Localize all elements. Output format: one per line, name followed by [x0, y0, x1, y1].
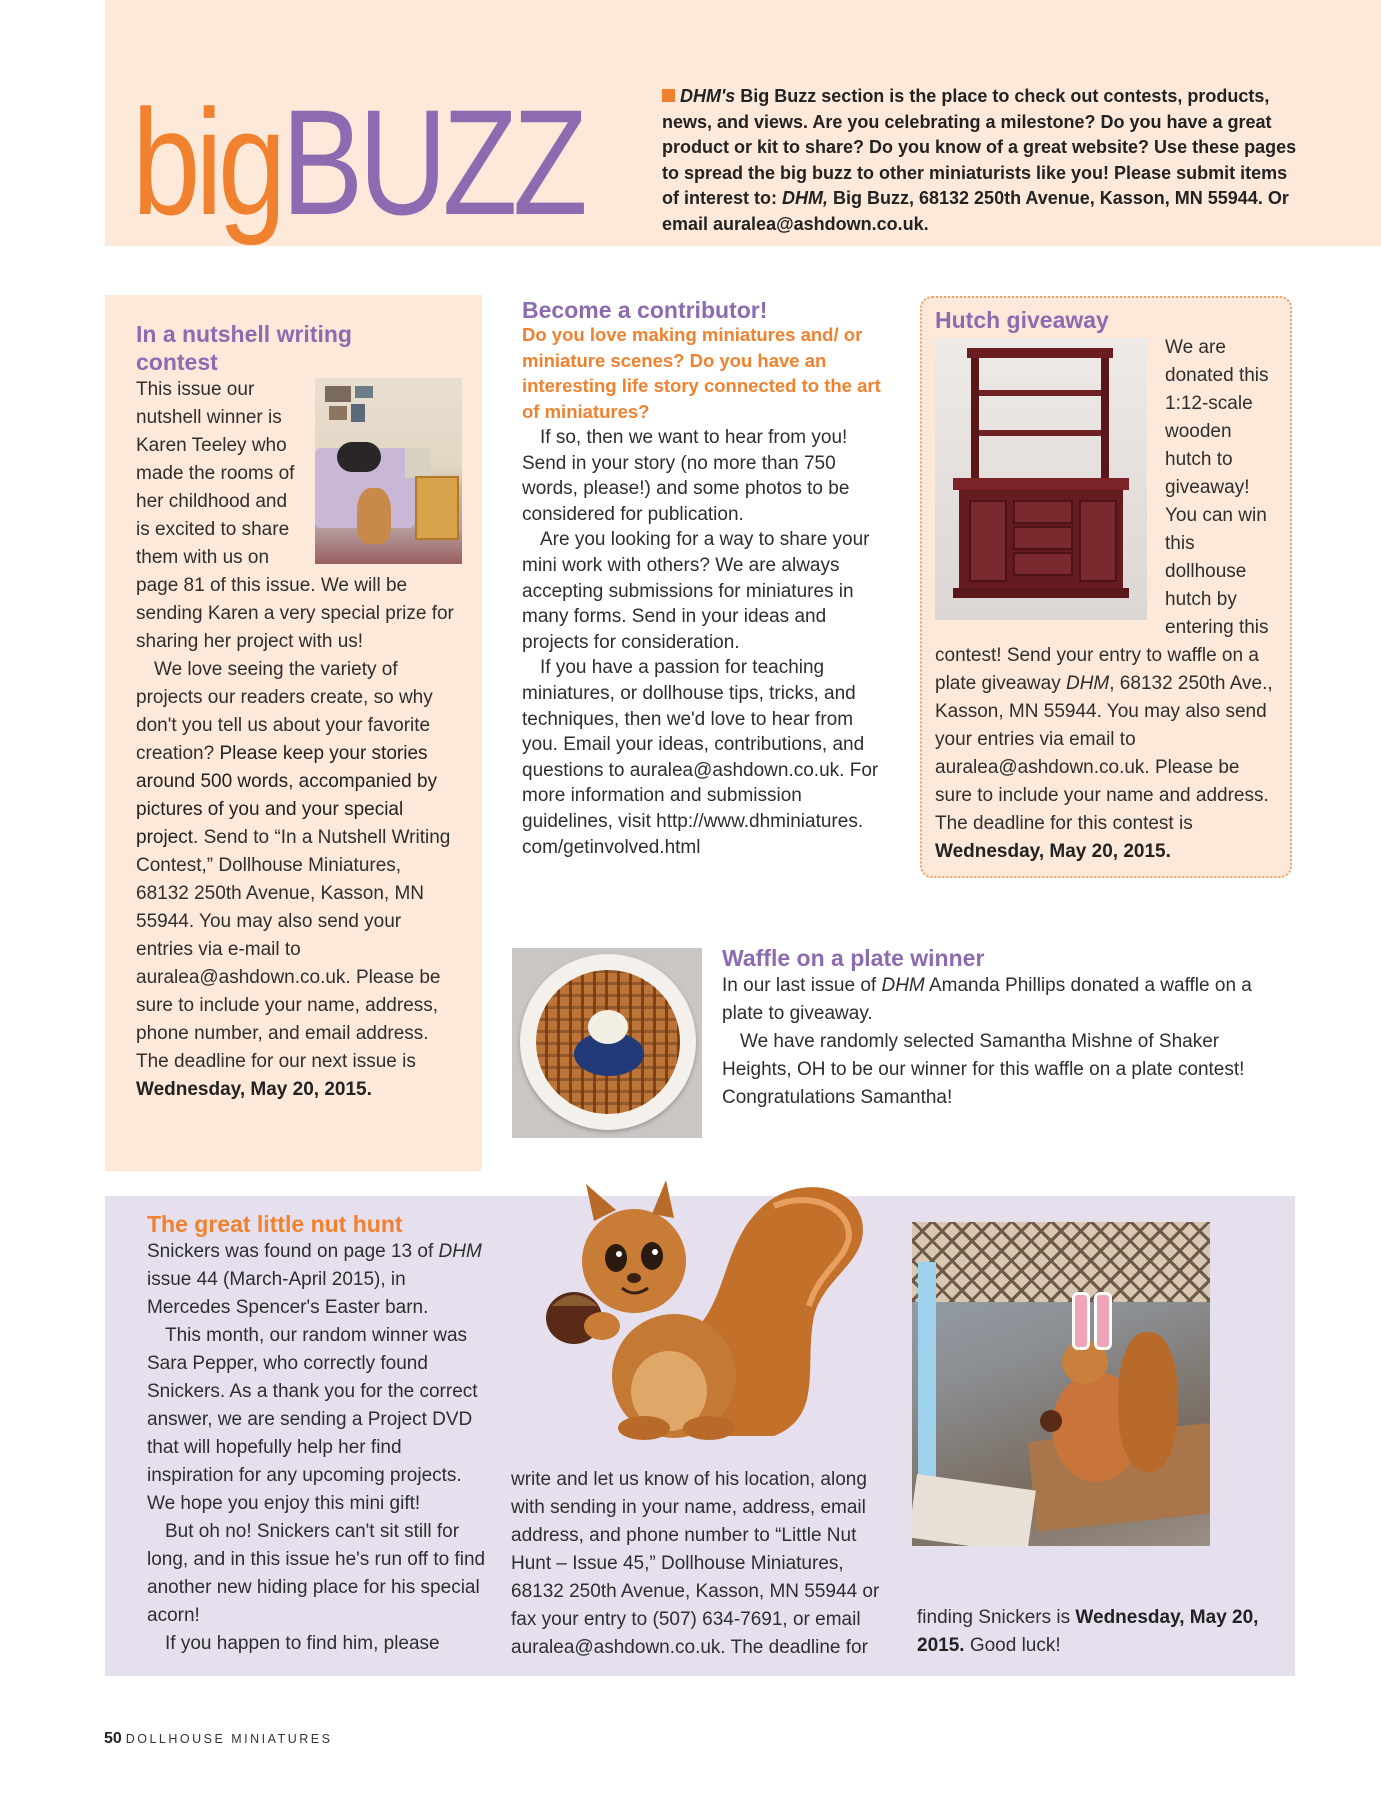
contributor-p3: If you have a passion for teaching miniatures, or dollhouse tips, tricks, and techniques, then we'd love to hear from you. Email your ideas, contributions, and questions to auralea@ashdown.co.uk. For more information and submission guidelines, visit http://www.dhminiatures. com/getinvolved.html [522, 657, 879, 858]
nuthunt-deadline: Wednesday, May 20, 2015. [917, 1607, 1259, 1656]
waffle-dhm: DHM [881, 975, 925, 996]
contributor-subtitle: Do you love making miniatures and/ or miniature scenes? Do you have an interesting life story connected to the art of miniatures? [522, 324, 881, 422]
nutshell-p1: This issue our nutshell winner is Karen Teeley who made the rooms of her childhood and is excited to share them with us on page 81 of this issue. We will be sending Karen a very special prize for sharing her project with us! [136, 379, 454, 652]
waffle-p1-a: In our last issue of [722, 975, 882, 996]
nuthunt-p4: If you happen to find him, please [165, 1633, 440, 1654]
contributor-p1: If so, then we want to hear from you! Send in your story (no more than 750 words, please!) and some photos to be considered for publication. [522, 427, 850, 525]
contributor-title: Become a contributor! [522, 297, 768, 323]
contributor-article [522, 296, 882, 860]
waffle-p1 [722, 972, 1282, 1028]
hutch-body [935, 334, 1275, 866]
easter-squirrel-photo [912, 1222, 1210, 1546]
hutch-article [935, 306, 1275, 866]
intro-dhm: DHM, [782, 188, 828, 208]
waffle-p2: We have randomly selected Samantha Mishne of Shaker Heights, OH to be our winner for this waffle on a plate contest! Congratulations Samantha! [722, 1031, 1245, 1108]
nuthunt-article [147, 1210, 487, 1658]
nutshell-photo [315, 378, 462, 564]
page-footer [104, 1729, 332, 1748]
logo-big: big [132, 78, 282, 246]
nuthunt-p2: This month, our random winner was Sara Pepper, who correctly found Snickers. As a thank you for the correct answer, we are sending a Project DVD that will hopefully help her find inspiration for any upcoming projects. We hope you enjoy this mini gift! [147, 1325, 478, 1514]
nuthunt-title: The great little nut hunt [147, 1211, 403, 1237]
waffle-body [722, 972, 1282, 1112]
hutch-deadline: Wednesday, May 20, 2015. [935, 841, 1171, 862]
nutshell-deadline: Wednesday, May 20, 2015. [136, 1079, 372, 1100]
hutch-title: Hutch giveaway [935, 307, 1109, 333]
nuthunt-body [147, 1238, 487, 1658]
page-number: 50 [104, 1730, 122, 1747]
contributor-body [522, 425, 882, 860]
hutch-text-b: , 68132 250th Ave., Kasson, MN 55944. You may also send your entries via email to auralea@ashdown.co.uk. Please be sure to include your name and address. The deadline for this contest is [935, 673, 1273, 834]
big-buzz-logo [132, 78, 583, 252]
contributor-p2: Are you looking for a way to share your mini work with others? We are always accepting submissions for miniatures in many forms. Send in your ideas and projects for consideration. [522, 529, 870, 653]
hutch-photo [935, 338, 1147, 620]
waffle-title: Waffle on a plate winner [722, 945, 985, 971]
squirrel-figurine-image [524, 1166, 870, 1450]
magazine-name: DOLLHOUSE MINIATURES [125, 1732, 333, 1746]
intro-address: Big Buzz, 68132 250th Avenue, Kasson, MN 55944. Or email auralea@ashdown.co.uk. [662, 188, 1289, 234]
nuthunt-col2: write and let us know of his location, along with sending in your name, address, email address, and phone number to “Little Nut Hunt – Issue 45,” Dollhouse Miniatures, 68132 250th Avenue, Kasson, MN 55944 or fax your entry to (507) 634-7691, or email auralea@ashdown.co.uk. The deadline for [511, 1469, 880, 1658]
nutshell-article [136, 320, 458, 1104]
nutshell-title: In a nutshell writing contest [136, 321, 352, 375]
nuthunt-p3: But oh no! Snickers can't sit still for long, and in this issue he's run off to find another new hiding place for his special acorn! [147, 1521, 486, 1626]
nuthunt-dhm: DHM [438, 1241, 482, 1262]
nuthunt-p1 [147, 1238, 487, 1322]
intro-dhm-italic: DHM's [680, 86, 736, 106]
nuthunt-col3-b: Good luck! [964, 1635, 1061, 1656]
nutshell-p2-emph: Please keep your stories around 500 words, accompanied by pictures of you and your special project [136, 743, 438, 848]
nutshell-p2 [136, 656, 458, 1104]
hutch-dhm: DHM [1065, 673, 1110, 694]
logo-buzz: BUZZ [281, 78, 583, 246]
waffle-article [722, 944, 1282, 1112]
squirrel-icon [524, 1166, 870, 1450]
waffle-photo [512, 948, 702, 1138]
nutshell-body [136, 376, 458, 1104]
nuthunt-col3 [917, 1604, 1277, 1660]
intro-text: Big Buzz section is the place to check out contests, products, news, and views. Are you celebrating a milestone? Do you have a great product or kit to share? Do you know of a great website? Use these pages to spread the big buzz to other miniaturists like you! Please submit items of interest to: [662, 86, 1297, 208]
header-intro [662, 84, 1302, 237]
nutshell-p2-c: . Send to “In a Nutshell Writing Contest,” Dollhouse Miniatures, 68132 250th Avenue, Kasson, MN 55944. You may also send your entries via e-mail to auralea@ashdown.co.uk. Please be sure to include your name, address, phone number, and email address. The deadline for our next issue is [136, 827, 451, 1072]
orange-square-icon [662, 89, 675, 102]
nuthunt-p1-b: issue 44 (March-April 2015), in Mercedes Spencer's Easter barn. [147, 1269, 429, 1318]
nuthunt-p1-a: Snickers was found on page 13 of [147, 1241, 439, 1262]
nuthunt-col3-a: finding Snickers is [917, 1607, 1076, 1628]
waffle-p1-b: Amanda Phillips donated a waffle on a plate to giveaway. [722, 975, 1252, 1024]
hutch-text-a: We are donated this 1:12-scale wooden hutch to giveaway! You can win this dollhouse hutch by entering this contest! Send your entry to waffle on a plate giveaway [935, 337, 1269, 694]
nutshell-p2-a: We love seeing the variety of projects our readers create, so why don't you tell us about your favorite creation? [136, 659, 433, 764]
